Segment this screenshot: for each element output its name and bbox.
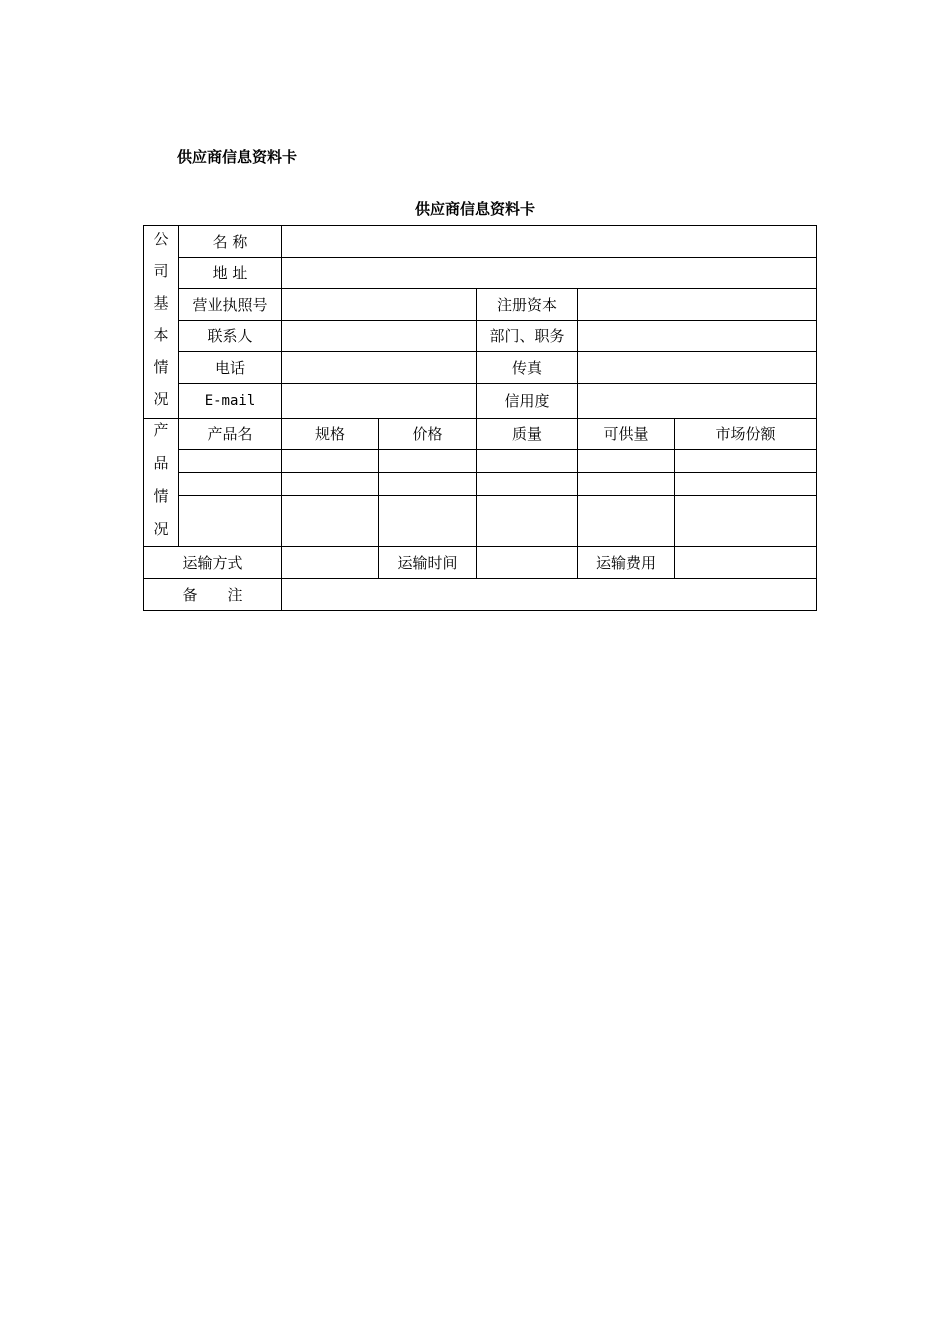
transport-time-field[interactable] (477, 547, 578, 579)
license-label: 营业执照号 (179, 289, 282, 321)
capital-label: 注册资本 (477, 289, 578, 321)
remarks-field[interactable] (282, 579, 817, 611)
transport-cost-label: 运输费用 (578, 547, 675, 579)
supplier-info-table (143, 225, 817, 611)
company-side-char: 况 (153, 390, 169, 408)
table-row (144, 450, 817, 473)
product-cell[interactable] (675, 450, 817, 473)
product-cell[interactable] (379, 496, 477, 547)
dept-label: 部门、职务 (477, 321, 578, 352)
company-side-char: 公 (153, 230, 169, 248)
product-cell[interactable] (379, 473, 477, 496)
product-header-name: 产品名 (179, 419, 282, 450)
product-side-char: 况 (153, 520, 169, 538)
product-header-supply: 可供量 (578, 419, 675, 450)
phone-label: 电话 (179, 352, 282, 384)
product-cell[interactable] (282, 496, 379, 547)
transport-method-field[interactable] (282, 547, 379, 579)
product-side-char: 产 (153, 421, 169, 439)
transport-time-label: 运输时间 (379, 547, 477, 579)
company-side-char: 基 (153, 294, 169, 312)
address-label: 地 址 (179, 258, 282, 289)
capital-field[interactable] (578, 289, 817, 321)
license-field[interactable] (282, 289, 477, 321)
product-header-spec: 规格 (282, 419, 379, 450)
credit-field[interactable] (578, 384, 817, 419)
product-cell[interactable] (282, 450, 379, 473)
address-field[interactable] (282, 258, 817, 289)
product-cell[interactable] (675, 473, 817, 496)
fax-label: 传真 (477, 352, 578, 384)
product-side-char: 情 (153, 487, 169, 505)
product-header-quality: 质量 (477, 419, 578, 450)
product-side-char: 品 (153, 454, 169, 472)
name-label: 名 称 (179, 226, 282, 258)
product-cell[interactable] (675, 496, 817, 547)
form-title: 供应商信息资料卡 (414, 200, 535, 218)
credit-label: 信用度 (477, 384, 578, 419)
company-section-label (144, 226, 179, 419)
product-cell[interactable] (477, 450, 578, 473)
transport-method-label: 运输方式 (144, 547, 282, 579)
product-cell[interactable] (578, 450, 675, 473)
product-cell[interactable] (179, 450, 282, 473)
email-field[interactable] (282, 384, 477, 419)
transport-cost-field[interactable] (675, 547, 817, 579)
fax-field[interactable] (578, 352, 817, 384)
contact-label: 联系人 (179, 321, 282, 352)
remarks-label: 备 注 (144, 579, 282, 611)
product-cell[interactable] (282, 473, 379, 496)
product-cell[interactable] (578, 496, 675, 547)
product-cell[interactable] (179, 496, 282, 547)
name-field[interactable] (282, 226, 817, 258)
table-row (144, 473, 817, 496)
document-heading: 供应商信息资料卡 (177, 148, 298, 166)
table-row (144, 496, 817, 547)
email-label: E-mail (179, 384, 282, 419)
product-section-label (144, 419, 179, 547)
contact-field[interactable] (282, 321, 477, 352)
product-cell[interactable] (578, 473, 675, 496)
product-cell[interactable] (379, 450, 477, 473)
dept-field[interactable] (578, 321, 817, 352)
company-side-char: 情 (153, 358, 169, 376)
company-side-char: 本 (153, 326, 169, 344)
product-header-share: 市场份额 (675, 419, 817, 450)
product-cell[interactable] (477, 496, 578, 547)
product-cell[interactable] (477, 473, 578, 496)
product-cell[interactable] (179, 473, 282, 496)
phone-field[interactable] (282, 352, 477, 384)
product-header-price: 价格 (379, 419, 477, 450)
company-side-char: 司 (153, 262, 169, 280)
